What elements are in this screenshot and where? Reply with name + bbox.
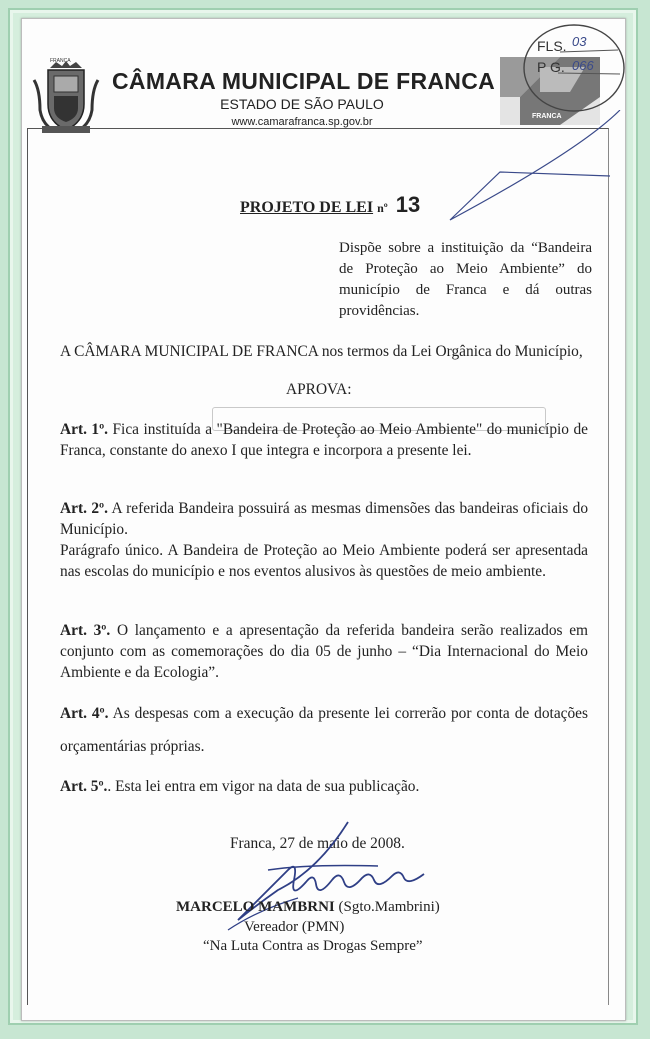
article-2-paragraph [60,540,588,582]
preamble: A CÂMARA MUNICIPAL DE FRANCA nos termos da Lei Orgânica do Município, [60,343,583,360]
article-text: Parágrafo único. A Bandeira de Proteção ao Meio Ambiente poderá ser apresentada nas escolas do município e nos eventos alusivos às questões de meio ambiente. [60,542,588,580]
article-text: O lançamento e a apresentação da referida bandeira serão realizados em conjunto com as comemorações do dia 05 de junho – “Dia Internacional do Meio Ambiente e da Ecologia”. [60,622,589,681]
place-date: Franca, 27 de maio de 2008. [230,835,405,852]
article-label: Art. 2º. [60,500,108,517]
signatory-motto: “Na Luta Contra as Drogas Sempre” [203,938,423,954]
fls-value: 03 [572,34,587,49]
city-crest-icon [30,60,102,134]
article-label: Art. 1º. [60,421,109,438]
article-label: Art. 5º. [60,778,108,795]
bill-number-suffix: nº [377,201,388,215]
article-label: Art. 4º. [60,705,109,722]
bill-summary: Dispõe sobre a instituição da “Bandeira de Proteção ao Meio Ambiente” do município de Franca e dá outras providências. [339,240,592,319]
article-text: . Esta lei entra em vigor na data de sua publicação. [107,778,420,795]
article-3 [60,620,588,683]
article-text: As despesas com a execução da presente lei correrão por conta de dotações orçamentárias próprias. [60,705,589,755]
article-5 [60,776,588,797]
signatory-nickname: (Sgto.Mambrini) [338,899,440,915]
fls-label: FLS. [537,38,567,54]
bill-title-label: PROJETO DE LEI [240,199,374,216]
bill-number: 13 [395,192,421,217]
pg-label: P G. [537,59,565,75]
signatory-name [176,899,440,916]
website-url: www.camarafranca.sp.gov.br [231,116,373,128]
crest-label: FRANCA [50,58,71,64]
state-subtitle: ESTADO DE SÃO PAULO [220,96,384,112]
article-2 [60,498,588,540]
article-text: A referida Bandeira possuirá as mesmas dimensões das bandeiras oficiais do Município. [60,500,589,538]
signatory-role: Vereador (PMN) [244,919,345,935]
article-4 [60,697,588,763]
pen-mark [440,110,640,230]
pg-value: 066 [572,58,594,73]
article-1 [60,419,588,461]
signatory-fullname: MARCELO MAMBRNI [176,899,335,915]
article-label: Art. 3º. [60,622,111,639]
institution-title: CÂMARA MUNICIPAL DE FRANCA [112,68,496,94]
approves-heading: APROVA: [286,381,352,398]
article-text: Fica instituída a "Bandeira de Proteção ao Meio Ambiente" do município de Franca, constante do anexo I que integra e incorpora a presente lei. [60,421,588,459]
logo-label: FRANCA [532,113,562,120]
bill-title [240,192,420,218]
